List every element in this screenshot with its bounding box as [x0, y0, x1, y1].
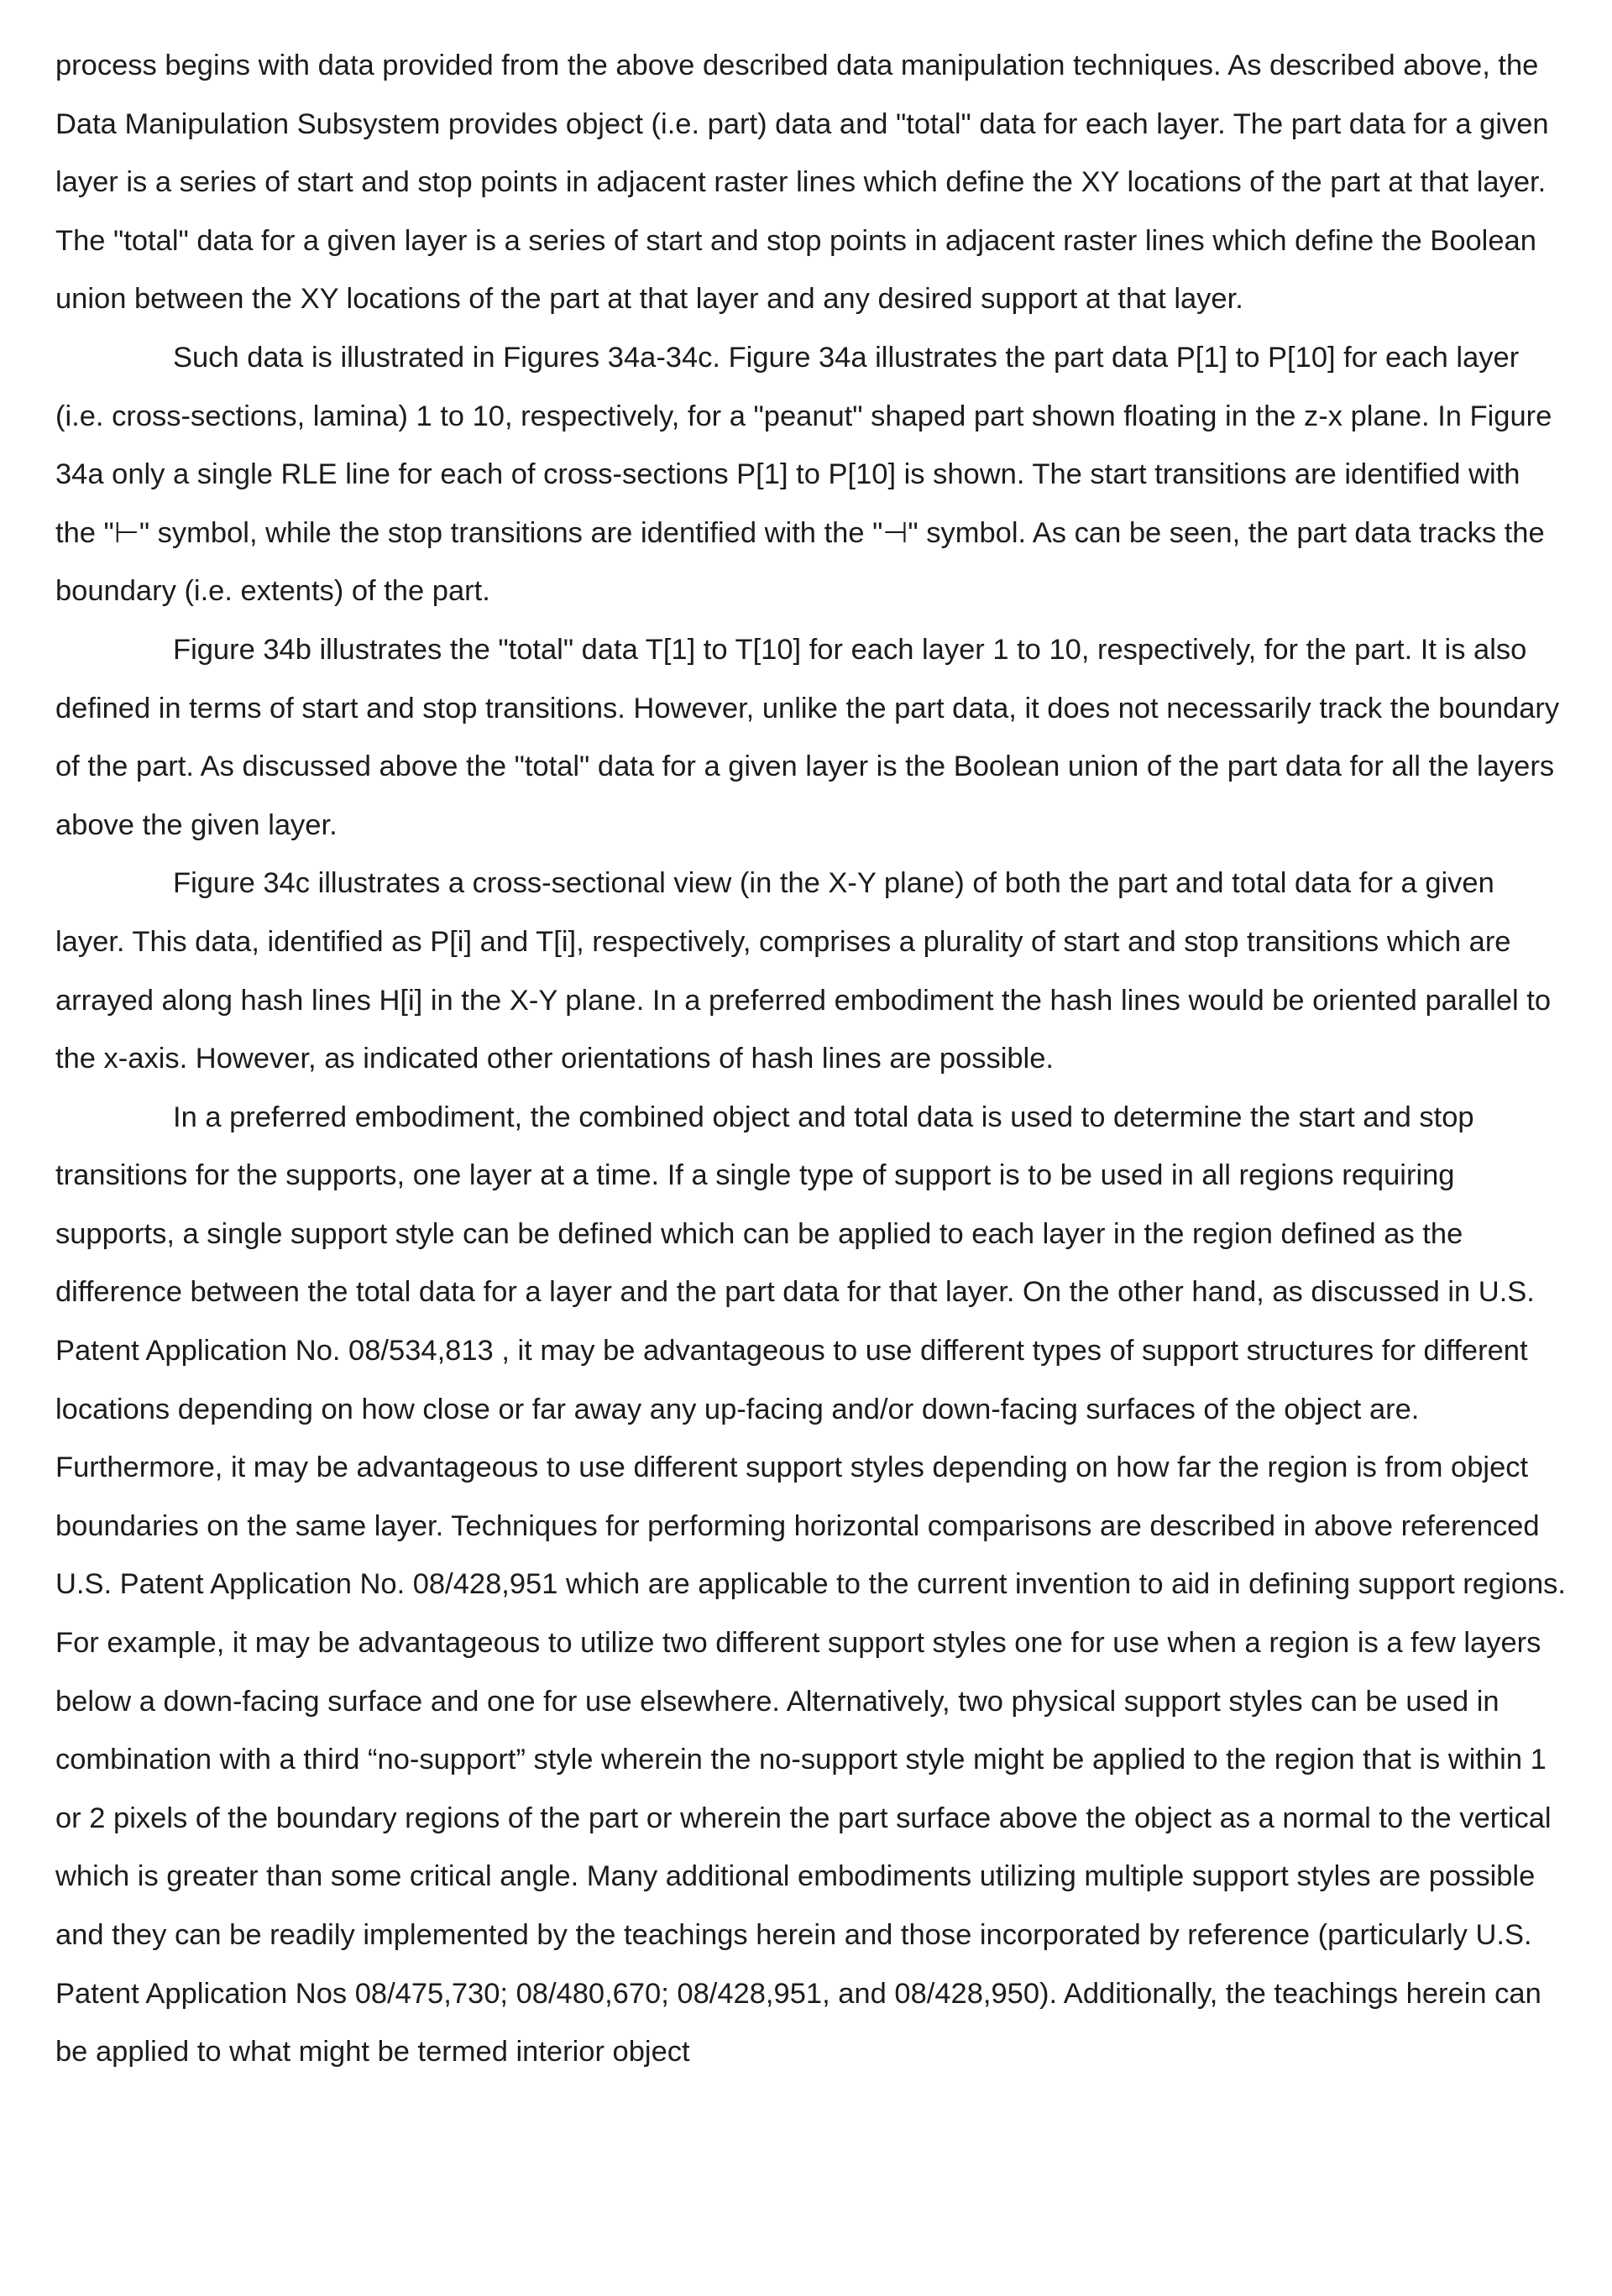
paragraph-1: process begins with data provided from the above described data manipulation techniques. As described above, the Data Manipulation Subsystem provides object (i.e. part) data and "total" data for each layer. The part data for a given layer is a series of start and stop points in adjacent raster lines which define the XY locations of the part at that layer. The "total" data for a given layer is a series of start and stop points in adjacent raster lines which define the Boolean union between the XY locations of the part at that layer and any desired support at that layer.: [55, 37, 1567, 329]
paragraph-2: Such data is illustrated in Figures 34a-34c. Figure 34a illustrates the part data P[1] to P[10] for each layer (i.e. cross-sections, lamina) 1 to 10, respectively, for a "peanut" shaped part shown floating in the z-x plane. In Figure 34a only a single RLE line for each of cross-sections P[1] to P[10] is shown. The start transitions are identified with the "⊢" symbol, while the stop transitions are identified with the "⊣" symbol. As can be seen, the part data tracks the boundary (i.e. extents) of the part.: [55, 329, 1567, 621]
paragraph-4: Figure 34c illustrates a cross-sectional view (in the X-Y plane) of both the part and total data for a given layer. This data, identified as P[i] and T[i], respectively, comprises a plurality of start and stop transitions which are arrayed along hash lines H[i] in the X-Y plane. In a preferred embodiment the hash lines would be oriented parallel to the x-axis. However, as indicated other orientations of hash lines are possible.: [55, 855, 1567, 1088]
document-page: [0, 0, 1612, 2296]
paragraph-3: Figure 34b illustrates the "total" data T[1] to T[10] for each layer 1 to 10, respectively, for the part. It is also defined in terms of start and stop transitions. However, unlike the part data, it does not necessarily track the boundary of the part. As discussed above the "total" data for a given layer is the Boolean union of the part data for all the layers above the given layer.: [55, 621, 1567, 855]
body-text: [55, 37, 1567, 2082]
paragraph-5: In a preferred embodiment, the combined object and total data is used to determine the start and stop transitions for the supports, one layer at a time. If a single type of support is to be used in all regions requiring supports, a single support style can be defined which can be applied to each layer in the region defined as the difference between the total data for a layer and the part data for that layer. On the other hand, as discussed in U.S. Patent Application No. 08/534,813 , it may be advantageous to use different types of support structures for different locations depending on how close or far away any up-facing and/or down-facing surfaces of the object are. Furthermore, it may be advantageous to use different support styles depending on how far the region is from object boundaries on the same layer. Techniques for performing horizontal comparisons are described in above referenced U.S. Patent Application No. 08/428,951 which are applicable to the current invention to aid in defining support regions. For example, it may be advantageous to utilize two different support styles one for use when a region is a few layers below a down-facing surface and one for use elsewhere. Alternatively, two physical support styles can be used in combination with a third “no-support” style wherein the no-support style might be applied to the region that is within 1 or 2 pixels of the boundary regions of the part or wherein the part surface above the object as a normal to the vertical which is greater than some critical angle. Many additional embodiments utilizing multiple support styles are possible and they can be readily implemented by the teachings herein and those incorporated by reference (particularly U.S. Patent Application Nos 08/475,730; 08/480,670; 08/428,951, and 08/428,950). Additionally, the teachings herein can be applied to what might be termed interior object: [55, 1089, 1567, 2082]
